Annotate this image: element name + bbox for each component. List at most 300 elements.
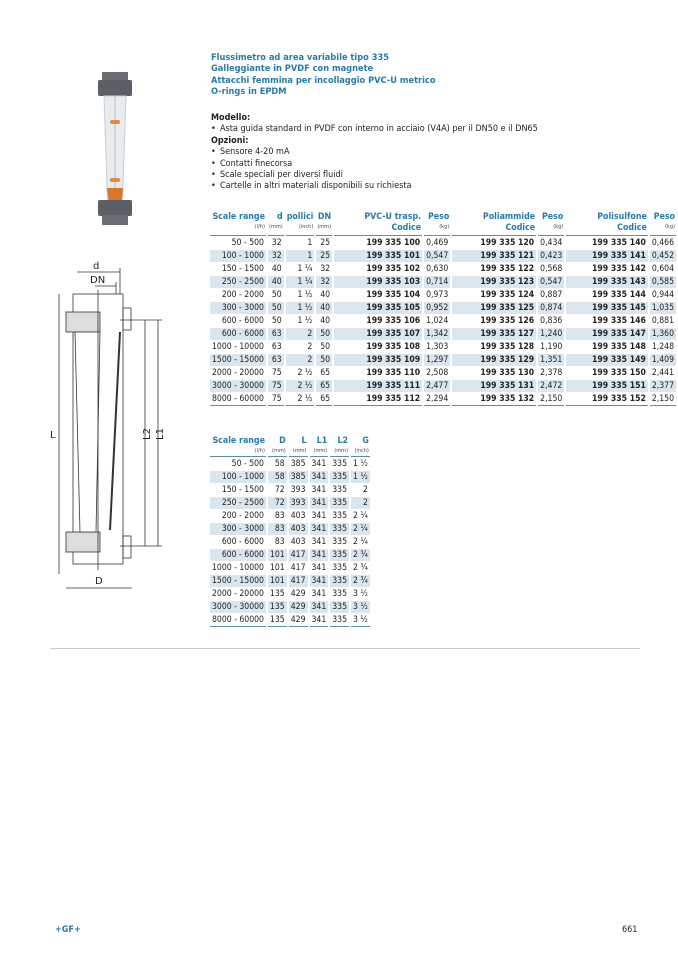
table-cell: 8000 - 60000	[212, 615, 264, 625]
column-header	[310, 436, 329, 455]
table-cell: 200 - 2000	[221, 290, 264, 300]
table-cell: 50	[271, 290, 282, 300]
table-cell: 135	[269, 589, 285, 599]
table-cell: 32	[320, 264, 331, 274]
table-cell: 0,714	[426, 277, 449, 287]
table-cell: 75	[268, 393, 284, 406]
table-cell: 1 ¼	[297, 264, 313, 274]
table-row	[210, 601, 370, 613]
table-cell: 199 335 141	[566, 250, 648, 262]
table-cell: 1,035	[650, 302, 676, 314]
table-cell: 199 335 152	[566, 393, 648, 406]
table-cell: 32	[268, 250, 284, 262]
table-cell: 199 335 150	[592, 368, 646, 378]
table-cell: 199 335 122	[480, 264, 535, 274]
table-cell: 1	[286, 250, 315, 262]
table-cell: 335	[332, 524, 348, 534]
column-header	[330, 436, 349, 455]
table-cell: 341	[311, 485, 327, 495]
table-cell: 600 - 6000	[210, 549, 266, 561]
header-label: PVC-U trasp. Codice	[364, 212, 422, 233]
table-cell: 65	[316, 393, 332, 406]
table-cell: 0,604	[651, 264, 674, 274]
header-unit: (mm)	[334, 448, 349, 454]
table-cell: 403	[290, 511, 306, 521]
label-dn: DN	[90, 275, 106, 286]
table-cell: 199 335 126	[480, 316, 535, 326]
table-cell: 2,472	[540, 381, 563, 391]
table-cell: 199 335 108	[366, 342, 421, 352]
table-cell: 1000 - 10000	[212, 342, 264, 352]
table-cell: 150 - 1500	[221, 485, 264, 495]
table-cell: 0,630	[426, 264, 449, 274]
table-cell: 199 335 123	[452, 276, 536, 288]
table-row	[210, 523, 370, 535]
table-cell: 0,585	[650, 276, 676, 288]
dimensions-table	[208, 435, 372, 628]
table-cell: 150 - 1500	[221, 264, 264, 274]
table-cell: 0,874	[540, 303, 563, 313]
table-cell: 199 335 147	[566, 328, 648, 340]
table-cell: 300 - 3000	[210, 302, 266, 314]
column-header	[650, 212, 676, 234]
opzioni-item: • Contatti finecorsa	[211, 159, 538, 170]
table-cell: 0,887	[540, 290, 563, 300]
table-cell: 75	[271, 368, 282, 378]
table-cell: 63	[271, 342, 282, 352]
column-header	[452, 212, 536, 234]
table-cell: 199 335 148	[592, 342, 646, 352]
header-unit: (kg)	[439, 224, 450, 230]
label-l1: L1	[155, 428, 166, 440]
table-cell: 403	[290, 537, 306, 547]
table-cell: 600 - 6000	[210, 328, 266, 340]
table-cell: 1,360	[650, 328, 676, 340]
column-header	[334, 212, 422, 234]
opzioni-heading: Opzioni:	[211, 135, 249, 146]
table-cell: 0,836	[540, 316, 563, 326]
table-cell: 199 335 131	[452, 380, 536, 392]
header-label: Peso	[541, 212, 564, 222]
header-unit: (inch)	[298, 224, 314, 230]
header-unit: (mm)	[317, 224, 332, 230]
header-label: L1	[316, 436, 328, 446]
table-cell: 341	[311, 550, 327, 560]
table-cell: 341	[311, 524, 327, 534]
table-cell: 65	[316, 380, 332, 392]
table-cell: 199 335 109	[334, 354, 422, 366]
table-cell: 1,248	[651, 342, 674, 352]
table-cell: 1,190	[540, 342, 563, 352]
table-row	[210, 536, 370, 548]
table-cell: 335	[332, 537, 348, 547]
column-header	[210, 212, 266, 234]
table-cell: 2,377	[650, 380, 676, 392]
table-cell: 1 ½	[353, 472, 368, 482]
table-cell: 3000 - 30000	[212, 602, 264, 612]
table-row	[210, 328, 676, 340]
header-label: Polisulfone Codice	[597, 212, 647, 233]
label-l2: L2	[142, 428, 153, 440]
column-header	[268, 436, 287, 455]
table-cell: 2000 - 20000	[212, 368, 264, 378]
table-cell: 83	[274, 511, 285, 521]
column-header	[286, 212, 315, 234]
table-cell: 199 335 121	[452, 250, 536, 262]
table-cell: 2 ¼	[353, 537, 368, 547]
header-label: Peso	[653, 212, 675, 222]
table-cell: 72	[268, 497, 287, 509]
table-row	[210, 471, 370, 483]
table-row	[210, 562, 370, 574]
table-cell: 0,881	[651, 316, 674, 326]
table-row	[210, 250, 676, 262]
label-D: D	[95, 576, 103, 587]
table-cell: 3 ½	[353, 589, 368, 599]
table-cell: 40	[320, 316, 331, 326]
table-cell: 200 - 2000	[221, 511, 264, 521]
table-cell: 50 - 500	[231, 238, 264, 248]
table-cell: 83	[274, 537, 285, 547]
modello-item: • Asta guida standard in PVDF con interno in acciaio (V4A) per il DN50 e il DN65	[211, 124, 538, 135]
column-header	[268, 212, 284, 234]
codes-table	[208, 211, 678, 407]
column-header	[316, 212, 332, 234]
header-unit: (mm)	[292, 448, 307, 454]
table-cell: 0,466	[651, 238, 674, 248]
table-cell: 1,351	[540, 355, 563, 365]
table-cell: 1,409	[650, 354, 676, 366]
table-cell: 335	[332, 576, 348, 586]
table-cell: 2,477	[426, 381, 449, 391]
table-cell: 341	[311, 459, 327, 469]
table-cell: 32	[271, 238, 282, 248]
table-cell: 0,944	[651, 290, 674, 300]
table-cell: 25	[316, 250, 332, 262]
column-header	[424, 212, 450, 234]
table-cell: 2 ½	[297, 368, 313, 378]
table-cell: 199 335 104	[366, 290, 421, 300]
header-unit: (inch)	[354, 448, 369, 454]
table-cell: 100 - 1000	[210, 250, 266, 262]
table-row	[210, 458, 370, 470]
table-row	[210, 341, 676, 353]
table-cell: 2	[351, 497, 370, 509]
table-cell: 199 335 125	[452, 302, 536, 314]
title-line: O-rings in EPDM	[211, 86, 287, 98]
table-row	[210, 315, 676, 327]
table-row	[210, 263, 676, 275]
table-cell: 417	[290, 576, 306, 586]
table-cell: 393	[290, 485, 306, 495]
table-cell: 100 - 1000	[210, 471, 266, 483]
column-header	[566, 212, 648, 234]
header-unit: (mm)	[268, 224, 283, 230]
table-cell: 1 ½	[353, 459, 368, 469]
table-cell: 199 335 110	[366, 368, 421, 378]
label-d: d	[93, 261, 100, 272]
table-cell: 600 - 6000	[221, 537, 264, 547]
header-label: DN	[317, 212, 332, 222]
table-cell: 2,378	[540, 368, 563, 378]
header-label: d	[277, 212, 283, 222]
table-cell: 341	[311, 511, 327, 521]
table-row	[210, 393, 676, 406]
table-cell: 199 335 143	[566, 276, 648, 288]
page-number: 661	[622, 925, 638, 935]
table-row	[210, 614, 370, 627]
table-cell: 1500 - 15000	[212, 576, 264, 586]
gf-logo: +GF+	[55, 925, 81, 935]
table-row	[210, 484, 370, 496]
table-row	[210, 510, 370, 522]
table-cell: 50 - 500	[231, 459, 264, 469]
table-cell: 3 ½	[353, 602, 368, 612]
header-unit: (mm)	[272, 448, 286, 454]
column-header	[289, 436, 308, 455]
table-cell: 2 ¼	[353, 524, 368, 534]
table-cell: 0,434	[540, 238, 563, 248]
table-cell: 58	[268, 471, 287, 483]
table-cell: 50	[316, 328, 332, 340]
table-cell: 65	[320, 368, 331, 378]
table-cell: 341	[311, 537, 327, 547]
table-cell: 101	[269, 563, 285, 573]
table-cell: 341	[311, 589, 327, 599]
table-cell: 2	[307, 342, 313, 352]
table-cell: 2,441	[651, 368, 674, 378]
table-cell: 341	[311, 615, 327, 625]
header-unit: (l/h)	[254, 224, 265, 230]
header-label: Scale range	[212, 212, 265, 222]
column-header	[351, 436, 370, 455]
table-cell: 0,423	[540, 251, 563, 261]
table-cell: 341	[311, 576, 327, 586]
modello-heading: Modello:	[211, 113, 251, 123]
table-cell: 199 335 112	[334, 393, 422, 406]
table-cell: 335	[332, 511, 348, 521]
table-row	[210, 497, 370, 509]
table-cell: 250 - 2500	[210, 497, 266, 509]
table-cell: 3000 - 30000	[212, 381, 264, 391]
header-unit: (kg)	[664, 224, 675, 230]
table-cell: 2	[362, 485, 368, 495]
table-cell: 393	[290, 498, 306, 508]
opzioni-item: • Sensore 4-20 mA	[211, 147, 538, 158]
table-cell: 135	[269, 602, 285, 612]
table-cell: 135	[269, 615, 285, 625]
table-cell: 335	[332, 563, 348, 573]
header-unit: (mm)	[313, 448, 328, 454]
table-row	[210, 380, 676, 392]
table-cell: 2 ¼	[353, 511, 368, 521]
table-cell: 32	[316, 276, 332, 288]
table-cell: 341	[311, 498, 327, 508]
table-cell: 385	[290, 459, 306, 469]
table-cell: 0,547	[426, 251, 449, 261]
table-cell: 40	[320, 290, 331, 300]
table-cell: 199 335 120	[480, 238, 535, 248]
header-label: D	[279, 436, 286, 446]
table-row	[210, 354, 676, 366]
table-cell: 199 335 140	[592, 238, 646, 248]
table-row	[210, 289, 676, 301]
table-cell: 50	[320, 342, 331, 352]
title-line: Galleggiante in PVDF con magnete	[211, 63, 374, 75]
title-line: Attacchi femmina per incollaggio PVC-U metrico	[211, 74, 436, 86]
header-label: L2	[337, 436, 349, 446]
table-cell: 2,294	[426, 394, 449, 404]
table-row	[210, 276, 676, 288]
table-cell: 341	[311, 472, 327, 482]
table-cell: 429	[290, 589, 306, 599]
table-cell: 600 - 6000	[221, 316, 264, 326]
table-cell: 2 ¾	[353, 563, 368, 573]
table-cell: 199 335 149	[566, 354, 648, 366]
table-cell: 2 ½	[286, 393, 315, 406]
table-cell: 335	[332, 615, 348, 625]
table-row	[210, 237, 676, 249]
table-cell: 417	[290, 563, 306, 573]
modello-section	[211, 113, 538, 193]
divider	[50, 648, 640, 649]
table-cell: 101	[269, 576, 285, 586]
table-cell: 199 335 111	[334, 380, 422, 392]
table-cell: 1	[307, 238, 313, 248]
table-cell: 2,150	[650, 393, 676, 406]
header-label: Peso	[427, 212, 450, 222]
table-cell: 335	[332, 602, 348, 612]
table-cell: 58	[274, 459, 285, 469]
table-cell: 75	[268, 380, 284, 392]
table-cell: 199 335 128	[480, 342, 535, 352]
table-cell: 199 335 103	[334, 276, 422, 288]
table-cell: 50	[268, 302, 284, 314]
table-cell: 2,150	[540, 394, 563, 404]
table-cell: 2,508	[426, 368, 449, 378]
table-cell: 199 335 102	[366, 264, 421, 274]
column-header	[538, 212, 564, 234]
table-cell: 199 335 127	[452, 328, 536, 340]
table-cell: 8000 - 60000	[212, 394, 264, 404]
table-row	[210, 367, 676, 379]
header-label: Scale range	[212, 436, 265, 446]
table-cell: 40	[268, 276, 284, 288]
header-label: pollici	[286, 212, 314, 222]
label-l: L	[50, 430, 56, 441]
product-title	[211, 52, 436, 98]
header-unit: (kg)	[553, 224, 564, 230]
table-cell: 335	[332, 459, 348, 469]
title-line: Flussimetro ad area variabile tipo 335	[211, 52, 389, 63]
table-cell: 0,469	[426, 238, 449, 248]
table-cell: 2 ½	[286, 380, 315, 392]
table-cell: 2	[286, 328, 315, 340]
table-cell: 199 335 132	[452, 393, 536, 406]
column-header	[210, 436, 266, 455]
table-cell: 63	[268, 328, 284, 340]
table-cell: 1,297	[426, 355, 449, 365]
table-cell: 0,452	[650, 250, 676, 262]
table-cell: 335	[332, 589, 348, 599]
table-cell: 2	[286, 354, 315, 366]
table-cell: 199 335 101	[334, 250, 422, 262]
table-cell: 341	[311, 602, 327, 612]
table-cell: 417	[290, 550, 306, 560]
table-cell: 0,568	[540, 264, 563, 274]
table-cell: 25	[320, 238, 331, 248]
opzioni-item: • Cartelle in altri materiali disponibili su richiesta	[211, 181, 538, 192]
table-cell: 199 335 146	[592, 316, 646, 326]
table-cell: 199 335 105	[334, 302, 422, 314]
table-cell: 199 335 145	[566, 302, 648, 314]
table-cell: 403	[290, 524, 306, 534]
table-cell: 250 - 2500	[210, 276, 266, 288]
table-cell: 300 - 3000	[210, 523, 266, 535]
table-cell: 199 335 129	[452, 354, 536, 366]
table-cell: 429	[290, 602, 306, 612]
table-cell: 199 335 107	[334, 328, 422, 340]
table-cell: 199 335 106	[366, 316, 421, 326]
header-label: L	[301, 436, 307, 446]
table-cell: 3 ½	[353, 615, 368, 625]
table-cell: 2 ¾	[353, 550, 368, 560]
table-cell: 335	[332, 550, 348, 560]
table-row	[210, 575, 370, 587]
table-cell: 1 ¼	[286, 276, 315, 288]
table-cell: 1,303	[426, 342, 449, 352]
table-cell: 101	[269, 550, 285, 560]
table-cell: 199 335 144	[592, 290, 646, 300]
table-cell: 199 335 100	[366, 238, 421, 248]
table-cell: 0,973	[426, 290, 449, 300]
header-label: Poliammide Codice	[482, 212, 536, 233]
header-unit: (l/h)	[254, 448, 265, 454]
table-cell: 341	[311, 563, 327, 573]
table-cell: 199 335 142	[592, 264, 646, 274]
table-cell: 2 ¾	[353, 576, 368, 586]
table-cell: 1 ½	[297, 290, 313, 300]
header-label: G	[362, 436, 369, 446]
table-cell: 1 ½	[297, 316, 313, 326]
table-cell: 72	[274, 485, 285, 495]
table-cell: 40	[271, 264, 282, 274]
table-cell: 1,024	[426, 316, 449, 326]
table-cell: 335	[332, 472, 348, 482]
table-cell: 2000 - 20000	[212, 589, 264, 599]
table-cell: 50	[316, 354, 332, 366]
table-cell: 1500 - 15000	[212, 355, 264, 365]
table-cell: 199 335 130	[480, 368, 535, 378]
table-cell: 335	[332, 485, 348, 495]
table-cell: 429	[290, 615, 306, 625]
table-cell: 40	[316, 302, 332, 314]
table-cell: 63	[268, 354, 284, 366]
table-cell: 1,240	[540, 329, 563, 339]
table-cell: 1000 - 10000	[212, 563, 264, 573]
table-cell: 83	[268, 523, 287, 535]
table-cell: 1 ½	[286, 302, 315, 314]
flowmeter-photo	[90, 70, 140, 230]
table-cell: 199 335 124	[480, 290, 535, 300]
table-cell: 199 335 151	[566, 380, 648, 392]
table-row	[210, 549, 370, 561]
table-cell: 0,547	[540, 277, 563, 287]
table-cell: 335	[332, 498, 348, 508]
technical-drawing	[40, 250, 210, 600]
table-row	[210, 302, 676, 314]
table-cell: 385	[290, 472, 306, 482]
